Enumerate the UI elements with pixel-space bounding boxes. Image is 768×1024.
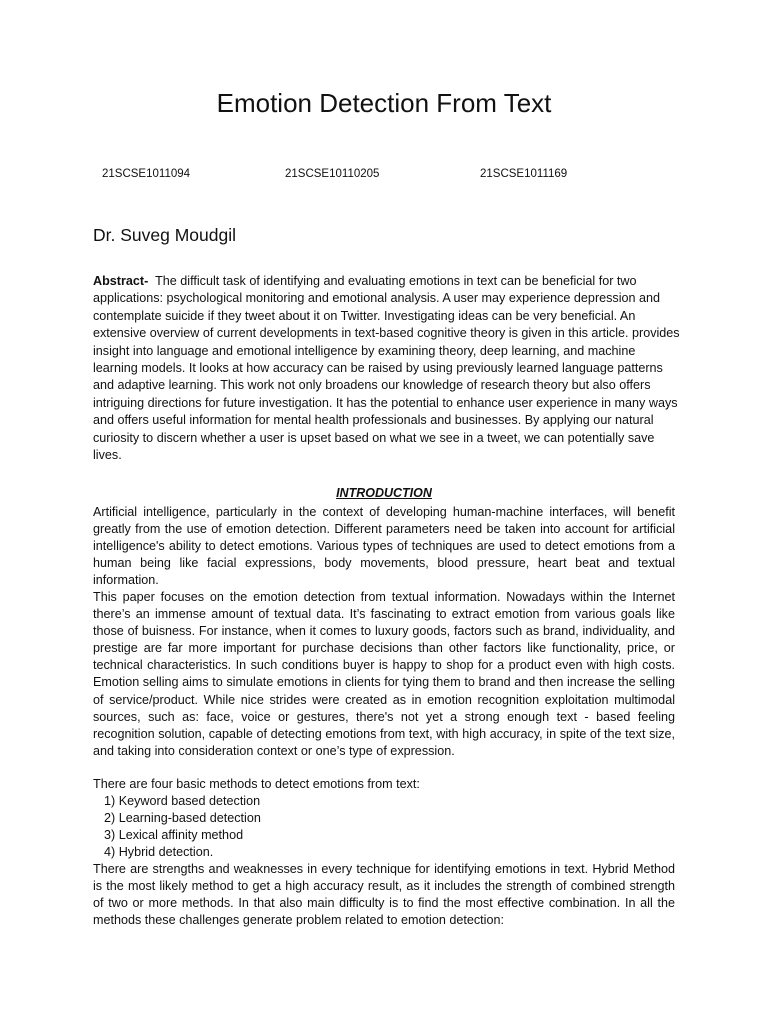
abstract-label: Abstract- <box>93 274 149 288</box>
introduction-heading: INTRODUCTION <box>336 486 432 500</box>
list-item: 4) Hybrid detection. <box>104 845 214 860</box>
student-id-3: 21SCSE1011169 <box>480 168 568 180</box>
abstract-text: The difficult task of identifying and evaluating emotions in text can be beneficial for two applications: psychological monitoring and emotional analysis. A user may experience depression and contemplate suicide if they tweet about it on Twitter. Investigating ideas can be very beneficial. An extensive overview of current developments in text-based cognitive theory is given in this article. provides insight into language and emotional intelligence by examining theory, deep learning, and machine learning models. It looks at how accuracy can be raised by using previously learned language patterns and adaptive learning. This work not only broadens our knowledge of research theory but also offers intriguing directions for future investigation. It has the potential to enhance user experience in many ways and offers useful information for mental health professionals and businesses. By applying our natural curiosity to discern whether a user is upset based on what we see in a tweet, we can potentially save lives. <box>93 274 680 463</box>
student-id-2: 21SCSE10110205 <box>285 168 380 180</box>
list-item: 3) Lexical affinity method <box>104 828 244 843</box>
list-item: 2) Learning-based detection <box>104 811 261 826</box>
author-name: Dr. Suveg Moudgil <box>93 225 236 245</box>
list-item: 1) Keyword based detection <box>104 794 261 808</box>
paper-title: Emotion Detection From Text <box>216 88 552 118</box>
student-id-1: 21SCSE1011094 <box>102 168 191 180</box>
intro-paragraph-1: Artificial intelligence, particularly in the context of developing human-machine interfaces, will benefit greatly from the use of emotion detection. Different parameters need be taken into account for artificial intelligence's ability to detect emotions. Various types of techniques are used to detect emotions from a human being like facial expressions, body movements, blood pressure, heart beat and textual information. <box>93 505 675 588</box>
abstract <box>93 273 683 464</box>
intro-paragraph-2: This paper focuses on the emotion detection from textual information. Nowadays within the Internet there’s an immense amount of textual data. It’s fascinating to extract emotion from various goals like those of buisness. For instance, when it comes to luxury goods, factors such as brand, individuality, and prestige are far more important for purchase decisions than other factors like functionality, price, or technical characteristics. In such conditions buyer is happy to shop for a product even with high costs. Emotion selling aims to simulate emotions in clients for tying them to brand and then increase the selling of service/product. While nice strides were created as in emotion recognition exploitation multimodal sources, such as: face, voice or gestures, there's not yet a strong enough text - based feeling recognition solution, capable of detecting emotions from text, with high accuracy, in spite of the text size, and taking into consideration context or one’s type of expression. <box>93 590 675 758</box>
methods-list <box>104 793 261 861</box>
intro-paragraph-3: There are four basic methods to detect emotions from text: <box>93 777 420 791</box>
intro-paragraph-4: There are strengths and weaknesses in every technique for identifying emotions in text. Hybrid Method is the most likely method to get a high accuracy result, as it includes the strength of combined strength of two or more methods. In that also main difficulty is to find the most effective combination. In all the methods these challenges generate problem related to emotion detection: <box>93 862 675 928</box>
